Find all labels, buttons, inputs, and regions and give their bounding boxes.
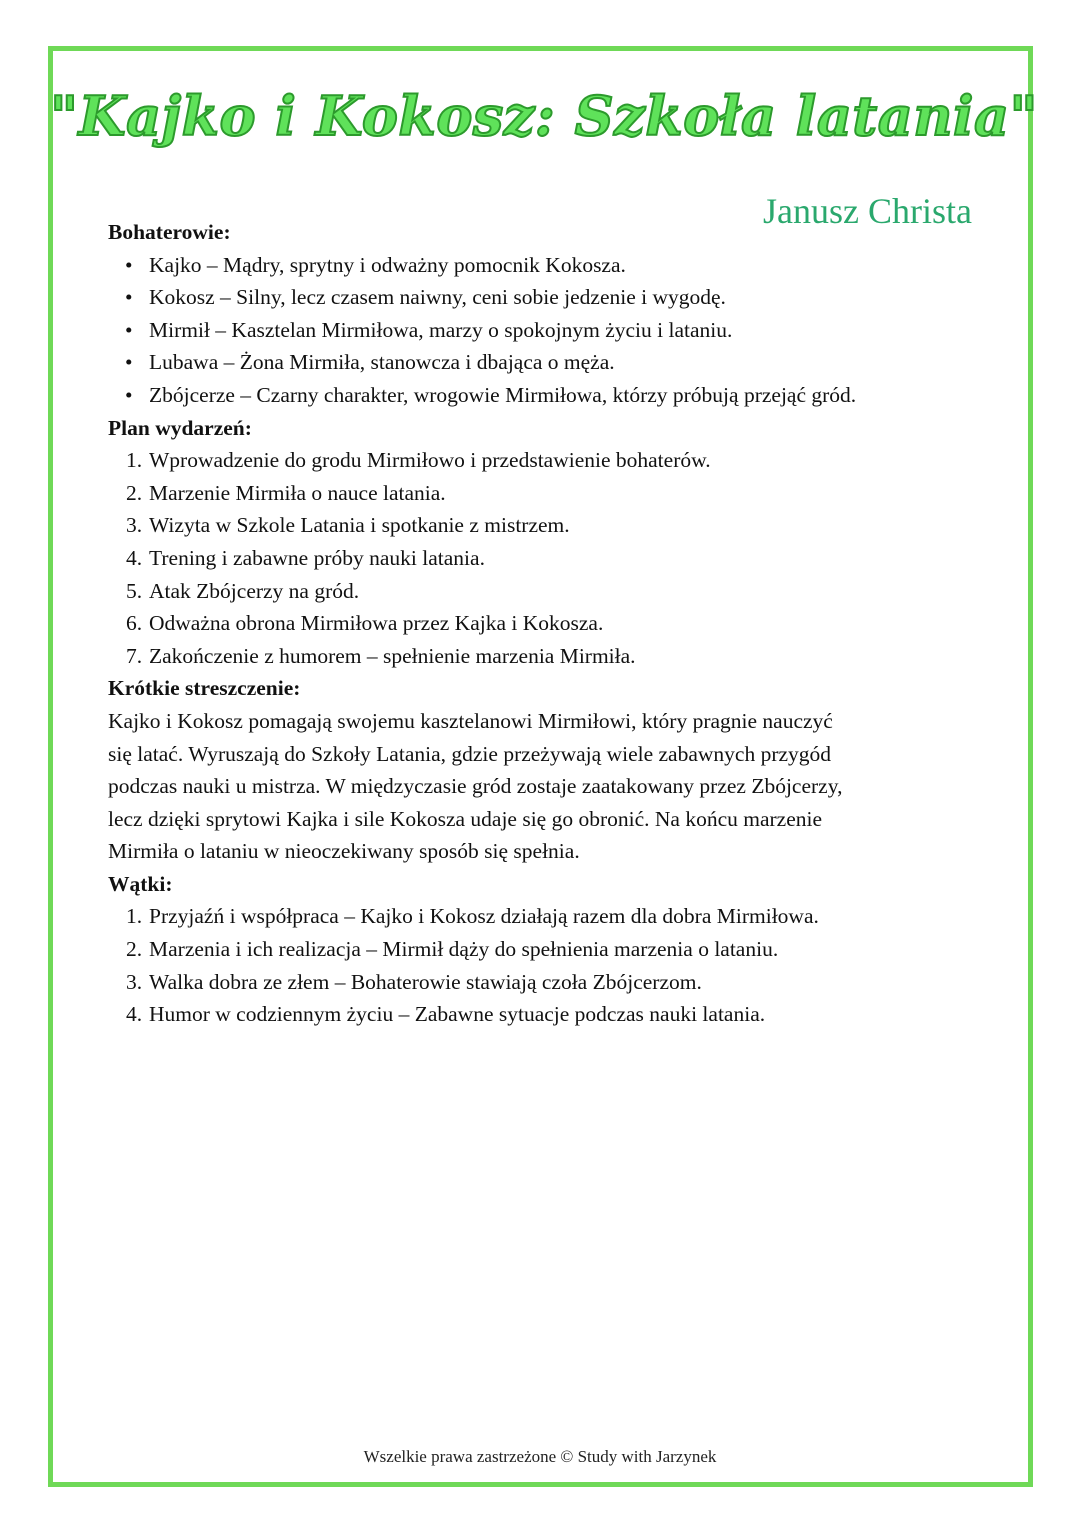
character-text: Lubawa – Żona Mirmiła, stanowcza i dbająca o męża.	[149, 350, 615, 375]
plan-text: Trening i zabawne próby nauki latania.	[149, 545, 485, 570]
list-item	[108, 640, 978, 673]
item-number: 5.	[126, 578, 143, 603]
plan-list	[108, 444, 978, 672]
bullet-icon: •	[125, 285, 133, 310]
bullet-icon: •	[125, 350, 133, 375]
item-number: 3.	[126, 969, 143, 994]
summary-line: Mirmiła o lataniu w nieoczekiwany sposób się spełnia.	[108, 839, 580, 864]
list-item	[108, 249, 978, 282]
list-item	[108, 379, 978, 412]
item-number: 6.	[126, 611, 143, 636]
summary-paragraph	[108, 705, 978, 868]
theme-text: Walka dobra ze złem – Bohaterowie stawiają czoła Zbójcerzom.	[149, 969, 702, 994]
list-item	[108, 281, 978, 314]
summary-heading: Krótkie streszczenie:	[108, 676, 301, 701]
item-number: 4.	[126, 1002, 143, 1027]
list-item	[108, 314, 978, 347]
plan-text: Odważna obrona Mirmiłowa przez Kajka i Kokosza.	[149, 611, 604, 636]
list-item	[108, 477, 978, 510]
list-item	[108, 542, 978, 575]
item-number: 1.	[126, 904, 143, 929]
list-item	[108, 998, 978, 1031]
list-item	[108, 444, 978, 477]
bullet-icon: •	[125, 317, 133, 342]
theme-text: Marzenia i ich realizacja – Mirmił dąży do spełnienia marzenia o lataniu.	[149, 937, 779, 962]
character-text: Kajko – Mądry, sprytny i odważny pomocnik Kokosza.	[149, 252, 626, 277]
document-body	[108, 216, 978, 1031]
list-item	[108, 966, 978, 999]
list-item	[108, 575, 978, 608]
item-number: 3.	[126, 513, 143, 538]
list-item	[108, 346, 978, 379]
summary-line: podczas nauki u mistrza. W międzyczasie gród zostaje zaatakowany przez Zbójcerzy,	[108, 774, 843, 799]
item-number: 2.	[126, 480, 143, 505]
document-title: "Kajko i Kokosz: Szkoła latania"	[50, 84, 1039, 148]
character-text: Zbójcerze – Czarny charakter, wrogowie Mirmiłowa, którzy próbują przejąć gród.	[149, 382, 857, 407]
character-text: Mirmił – Kasztelan Mirmiłowa, marzy o spokojnym życiu i lataniu.	[149, 317, 733, 342]
characters-list	[108, 249, 978, 412]
plan-text: Wprowadzenie do grodu Mirmiłowo i przedstawienie bohaterów.	[149, 448, 711, 473]
plan-text: Atak Zbójcerzy na gród.	[149, 578, 360, 603]
list-item	[108, 607, 978, 640]
plan-text: Marzenie Mirmiła o nauce latania.	[149, 480, 446, 505]
list-item	[108, 900, 978, 933]
summary-line: Kajko i Kokosz pomagają swojemu kasztelanowi Mirmiłowi, który pragnie nauczyć	[108, 708, 833, 733]
plan-heading: Plan wydarzeń:	[108, 415, 252, 440]
author-name: Janusz Christa	[763, 191, 972, 231]
summary-line: się latać. Wyruszają do Szkoły Latania, gdzie przeżywają wiele zabawnych przygód	[108, 741, 832, 766]
copyright-footer: Wszelkie prawa zastrzeżone © Study with Jarzynek	[363, 1447, 717, 1466]
list-item	[108, 509, 978, 542]
bullet-icon: •	[125, 382, 133, 407]
item-number: 4.	[126, 545, 143, 570]
item-number: 2.	[126, 937, 143, 962]
theme-text: Humor w codziennym życiu – Zabawne sytuacje podczas nauki latania.	[149, 1002, 766, 1027]
plan-text: Wizyta w Szkole Latania i spotkanie z mistrzem.	[149, 513, 570, 538]
theme-text: Przyjaźń i współpraca – Kajko i Kokosz działają razem dla dobra Mirmiłowa.	[149, 904, 819, 929]
characters-heading: Bohaterowie:	[108, 220, 231, 244]
item-number: 1.	[126, 448, 143, 473]
item-number: 7.	[126, 643, 143, 668]
list-item	[108, 933, 978, 966]
plan-text: Zakończenie z humorem – spełnienie marzenia Mirmiła.	[149, 643, 636, 668]
summary-line: lecz dzięki sprytowi Kajka i sile Kokosza udaje się go obronić. Na końcu marzenie	[108, 806, 823, 831]
bullet-icon: •	[125, 252, 133, 277]
themes-heading: Wątki:	[108, 871, 173, 896]
themes-list	[108, 900, 978, 1030]
character-text: Kokosz – Silny, lecz czasem naiwny, ceni sobie jedzenie i wygodę.	[149, 285, 726, 310]
